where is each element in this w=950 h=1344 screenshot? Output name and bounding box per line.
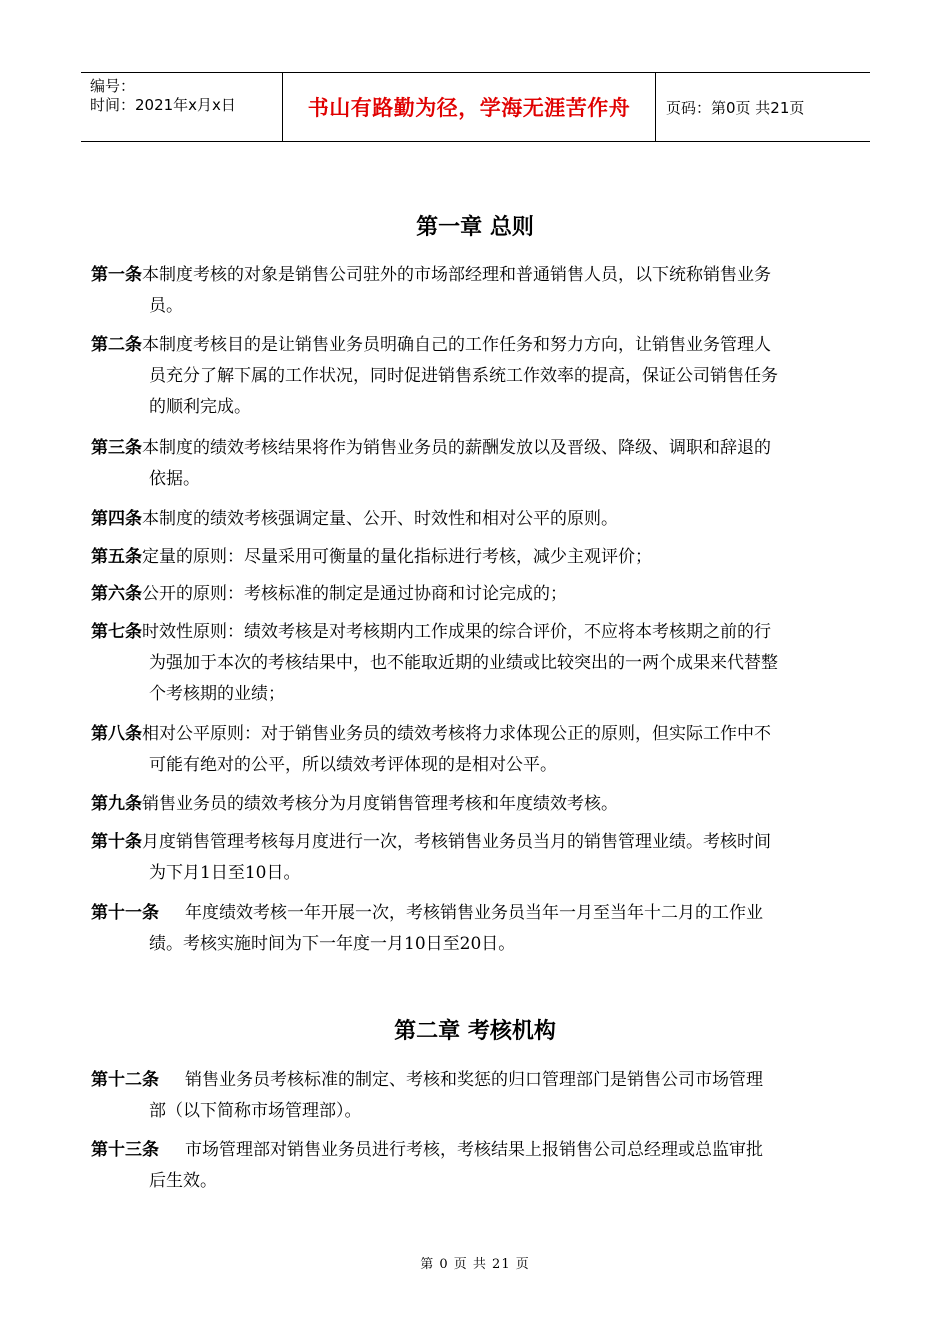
article [91,260,861,322]
article-text: 销售业务员的绩效考核分为月度销售管理考核和年度绩效考核。 [142,794,618,814]
article-label: 第七条 [91,622,142,642]
article-text: 员充分了解下属的工作状况，同时促进销售系统工作效率的提高，保证公司销售任务 [149,366,778,386]
article-text: 个考核期的业绩； [149,684,285,704]
article-text: 本制度考核的对象是销售公司驻外的市场部经理和普通销售人员，以下统称销售业务 [142,265,771,285]
article [91,719,861,781]
page-header [81,72,870,142]
article-text: 员。 [149,296,183,316]
article-label: 第六条 [91,584,142,604]
article [91,789,861,820]
article-text: 市场管理部对销售业务员进行考核，考核结果上报销售公司总经理或总监审批 [185,1140,763,1160]
article [91,504,861,535]
article [91,898,861,960]
article [91,827,861,889]
article-label: 第十三条 [91,1140,159,1160]
article-label: 第十条 [91,832,142,852]
article-label: 第二条 [91,335,142,355]
article-text: 后生效。 [149,1171,217,1191]
header-number: 编号： [90,77,136,95]
article-label: 第九条 [91,794,142,814]
article-text: 为强加于本次的考核结果中，也不能取近期的业绩或比较突出的一两个成果来代替整 [149,653,778,673]
article-label: 第八条 [91,724,142,744]
article-text: 为下月1日至10日。 [149,863,301,883]
article-label: 第三条 [91,438,142,458]
page-footer: 第 0 页 共 21 页 [420,1257,530,1272]
article-label: 第一条 [91,265,142,285]
article [91,330,861,423]
article [91,617,861,710]
article-text: 销售业务员考核标准的制定、考核和奖惩的归口管理部门是销售公司市场管理 [185,1070,763,1090]
header-meta [81,73,283,141]
article-text: 依据。 [149,469,200,489]
article-text: 的顺利完成。 [149,397,251,417]
article-label: 第十二条 [91,1070,159,1090]
header-time: 时间：2021年x月x日 [90,96,236,114]
article [91,1065,861,1127]
article-text: 公开的原则：考核标准的制定是通过协商和讨论完成的； [142,584,567,604]
article-text: 本制度的绩效考核结果将作为销售业务员的薪酬发放以及晋级、降级、调职和辞退的 [142,438,771,458]
article [91,579,861,610]
header-page-info: 页码：第0页 共21页 [666,98,805,117]
article-label: 第四条 [91,509,142,529]
article-text: 绩。考核实施时间为下一年度一月10日至20日。 [149,934,516,954]
article-label: 第五条 [91,547,142,567]
header-motto: 书山有路勤为径，学海无涯苦作舟 [283,73,656,141]
article-text: 部（以下简称市场管理部）。 [149,1101,362,1121]
article-text: 年度绩效考核一年开展一次，考核销售业务员当年一月至当年十二月的工作业 [185,903,763,923]
article [91,433,861,495]
article-text: 时效性原则：绩效考核是对考核期内工作成果的综合评价，不应将本考核期之前的行 [142,622,771,642]
article-text: 相对公平原则：对于销售业务员的绩效考核将力求体现公正的原则，但实际工作中不 [142,724,771,744]
chapter-title: 第二章 考核机构 [394,1019,556,1044]
article [91,1135,861,1197]
article-text: 月度销售管理考核每月度进行一次，考核销售业务员当月的销售管理业绩。考核时间 [142,832,771,852]
article-text: 本制度考核目的是让销售业务员明确自己的工作任务和努力方向，让销售业务管理人 [142,335,771,355]
article-label: 第十一条 [91,903,159,923]
article [91,542,861,573]
article-text: 可能有绝对的公平，所以绩效考评体现的是相对公平。 [149,755,557,775]
chapter-title: 第一章 总则 [416,215,534,240]
article-text: 定量的原则：尽量采用可衡量的量化指标进行考核，减少主观评价； [142,547,652,567]
article-text: 本制度的绩效考核强调定量、公开、时效性和相对公平的原则。 [142,509,618,529]
